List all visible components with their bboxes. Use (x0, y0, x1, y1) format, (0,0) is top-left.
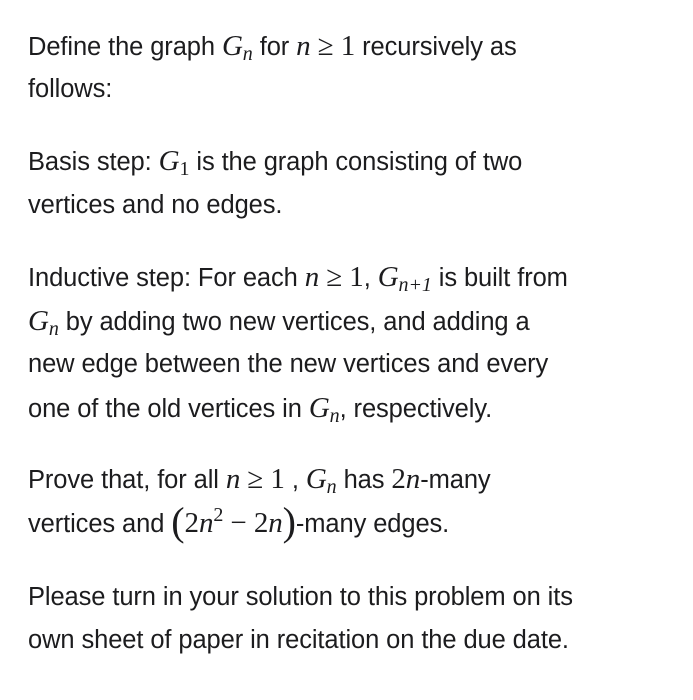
math-n-geq-1: n ≥ 1 (225, 463, 285, 495)
text-segment: for (259, 33, 290, 61)
instructions-line-1: Please turn in your solution to this problem on its (28, 583, 573, 611)
prove-line-2 (28, 499, 450, 544)
basis-line-2: vertices and no edges. (28, 191, 283, 219)
inductive-line-1 (28, 260, 568, 295)
text-segment: Define the graph (28, 33, 215, 61)
math-Gn: $G_n$ (28, 305, 59, 340)
text-segment: one of the old vertices in (28, 395, 302, 423)
text-segment: Basis step: (28, 148, 152, 176)
prove-line-1 (28, 462, 491, 497)
basis-line-1 (28, 144, 522, 179)
math-n-geq-1: n ≥ 1 (296, 30, 356, 62)
math-n-geq-1: n ≥ 1 (304, 261, 364, 293)
definition-line-2: follows: (28, 75, 113, 103)
math-Gn: $G_n$ (308, 392, 340, 427)
math-G1: $G_1$ (158, 145, 190, 180)
text-segment: is the graph consisting of two (196, 148, 523, 176)
inductive-line-2 (28, 304, 530, 339)
text-segment: Inductive step: For each (28, 264, 298, 292)
text-segment: -many edges. (295, 510, 450, 538)
text-segment: vertices and (28, 510, 165, 538)
text-segment: , respectively. (339, 395, 493, 423)
text-segment: Prove that, for all (28, 466, 219, 494)
math-Gn: $G_n$ (305, 463, 337, 498)
text-segment: , (363, 264, 371, 292)
definition-line-1 (28, 29, 517, 64)
text-segment: is built from (438, 264, 568, 292)
math-G-n-plus-1: $G_{n+1}$ (377, 261, 432, 296)
inductive-line-3: new edge between the new vertices and every (28, 350, 549, 378)
text-segment: recursively as (362, 33, 517, 61)
text-segment: , (291, 466, 299, 494)
math-G: $G_n$ (221, 30, 253, 65)
instructions-line-2: own sheet of paper in recitation on the due date. (28, 626, 569, 654)
inductive-line-4 (28, 391, 492, 426)
text-segment: has (343, 466, 385, 494)
text-segment: by adding two new vertices, and adding a (65, 308, 530, 336)
math-2n: 2n (391, 463, 421, 495)
math-2n2-minus-2n: $(2n^2 - 2n)$ (171, 499, 296, 544)
text-segment: -many (420, 466, 491, 494)
